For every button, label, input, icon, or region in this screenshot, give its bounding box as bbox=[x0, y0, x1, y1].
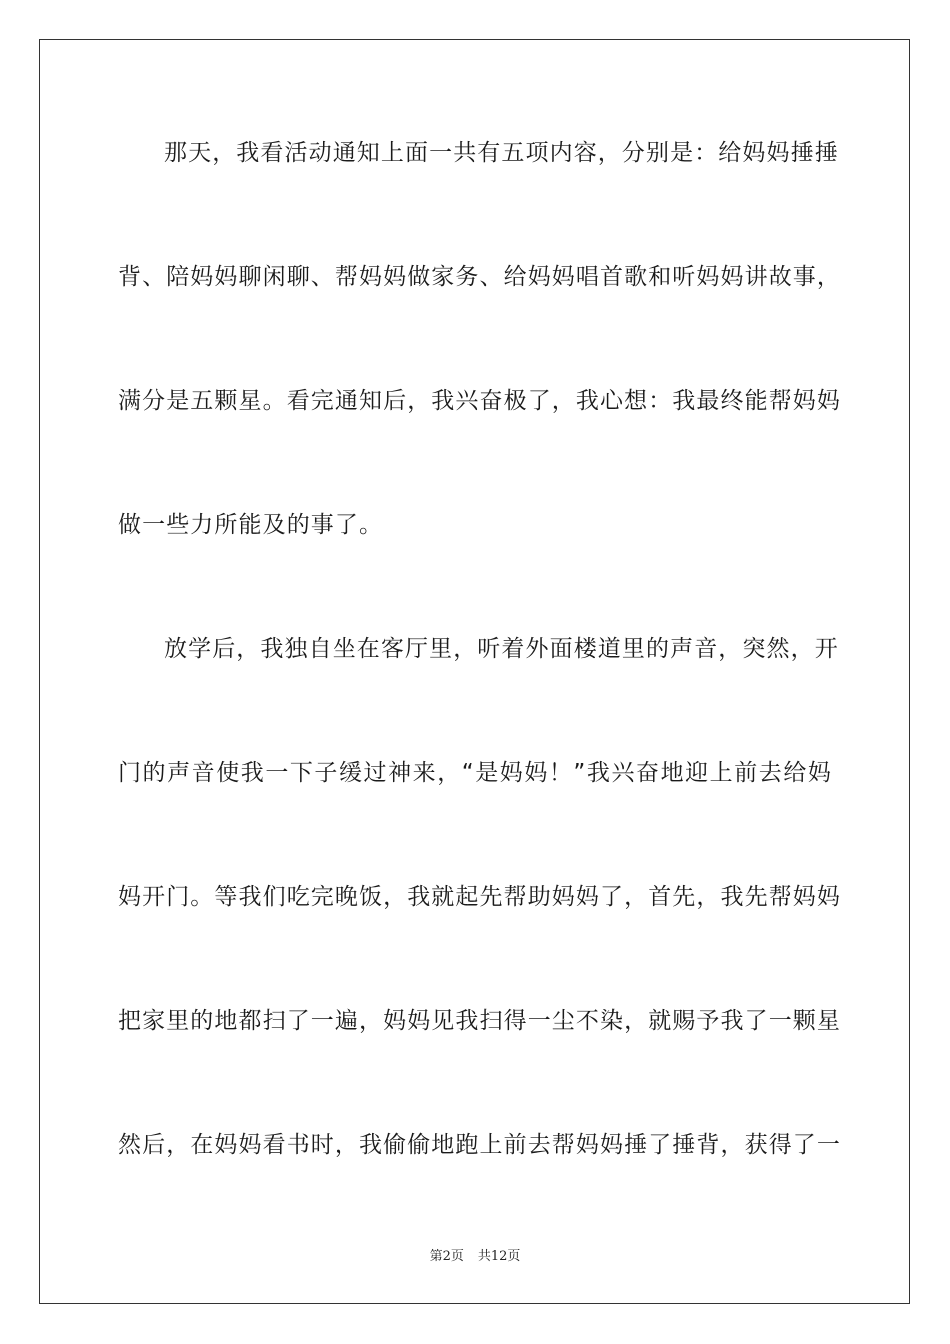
page-number: 第2页 bbox=[429, 1249, 464, 1264]
page-frame bbox=[39, 39, 910, 1304]
page-total: 共12页 bbox=[477, 1249, 521, 1264]
paragraph-1-line-1: 那天，我看活动通知上面一共有五项内容，分别是：给妈妈捶捶 bbox=[164, 140, 839, 166]
paragraph-2-line-2: 门的声音使我一下子缓过神来，“是妈妈！”我兴奋地迎上前去给妈 bbox=[118, 760, 832, 786]
paragraph-2-line-1: 放学后，我独自坐在客厅里，听着外面楼道里的声音，突然，开 bbox=[164, 636, 839, 662]
paragraph-1-line-4: 做一些力所能及的事了。 bbox=[118, 512, 384, 538]
paragraph-2-line-5: 然后，在妈妈看书时，我偷偷地跑上前去帮妈妈捶了捶背，获得了一 bbox=[118, 1132, 841, 1158]
paragraph-2-line-4: 把家里的地都扫了一遍，妈妈见我扫得一尘不染，就赐予我了一颗星 bbox=[118, 1008, 841, 1034]
paragraph-1-line-3: 满分是五颗星。看完通知后，我兴奋极了，我心想：我最终能帮妈妈 bbox=[118, 388, 841, 414]
paragraph-1-line-2: 背、陪妈妈聊闲聊、帮妈妈做家务、给妈妈唱首歌和听妈妈讲故事， bbox=[118, 264, 841, 290]
paragraph-2-line-3: 妈开门。等我们吃完晚饭，我就起先帮助妈妈了，首先，我先帮妈妈 bbox=[118, 884, 841, 910]
page-footer bbox=[0, 1248, 950, 1266]
